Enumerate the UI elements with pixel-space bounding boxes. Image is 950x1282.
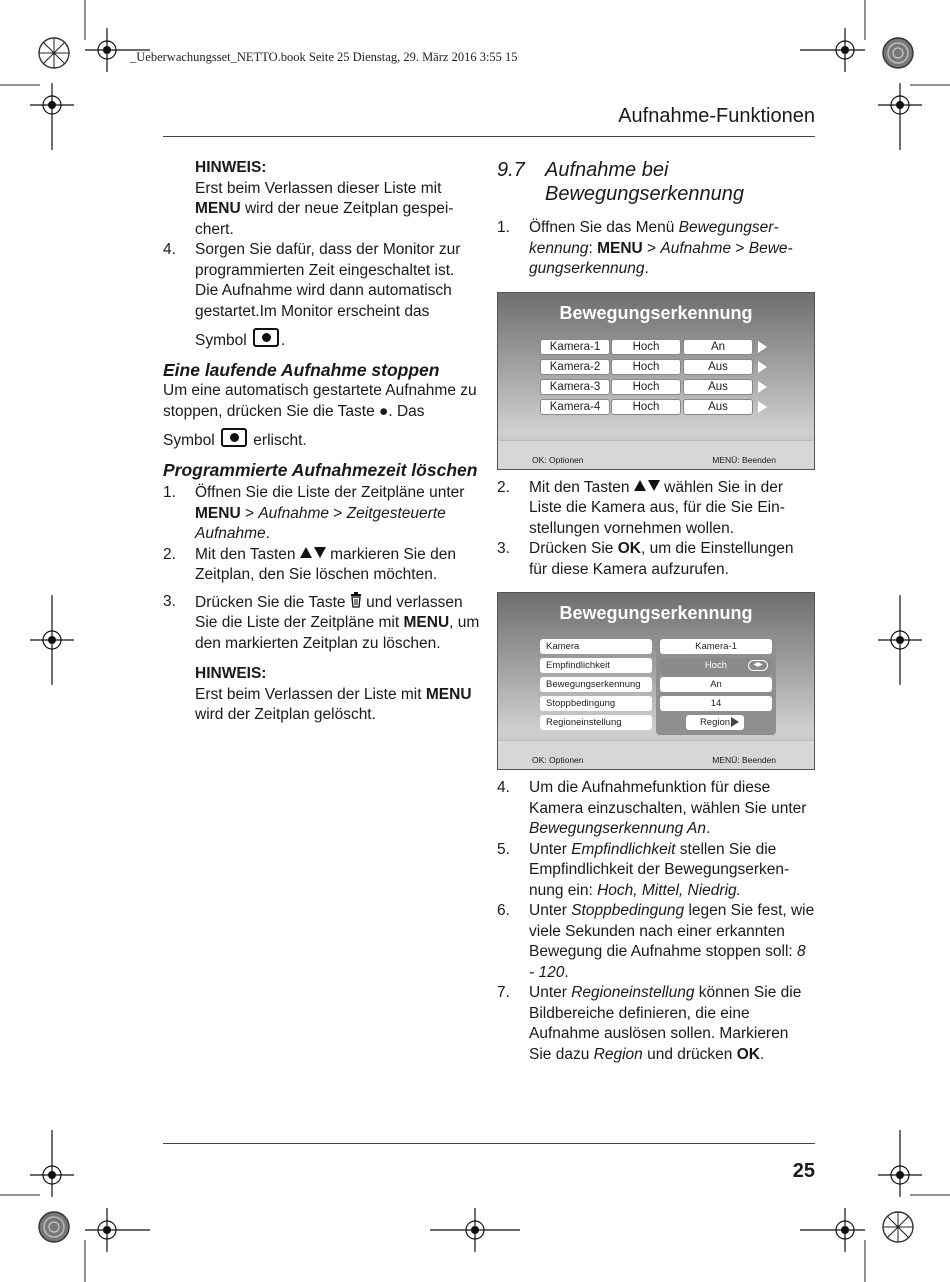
camera-state: Aus xyxy=(683,379,753,395)
up-arrow-icon xyxy=(634,480,646,491)
setting-label: Kamera xyxy=(540,639,652,654)
list-item: 7. Unter Regioneinstellung können Sie die Bildbereiche definieren, die eine Aufnahme auslösen sollen. Markieren Sie dazu Region und drücken OK. xyxy=(497,984,802,1063)
list-item: 1. Öffnen Sie die Liste der Zeitpläne unter MENU > Aufnahme > Zeitgesteuerte Aufnahme. xyxy=(163,484,465,542)
camera-list-screen xyxy=(497,292,815,470)
play-arrow-icon xyxy=(758,381,767,393)
header-rule xyxy=(163,136,815,137)
note-heading: HINWEIS: xyxy=(195,159,267,176)
camera-state: Aus xyxy=(683,359,753,375)
note-heading: HINWEIS: xyxy=(195,665,267,682)
setting-value-motion[interactable]: An xyxy=(660,677,772,692)
play-arrow-icon xyxy=(731,717,739,727)
right-column xyxy=(497,158,815,1065)
list-item: 2. Mit den Tasten wählen Sie in der Liste die Kamera aus, für die Sie Einstellungen vornehmen wollen. xyxy=(497,478,785,537)
page-header-title: Aufnahme-Funktionen xyxy=(618,105,815,127)
section-title: Aufnahme bei Bewegungserkennung xyxy=(545,159,745,205)
heading-delete: Programmierte Aufnahmezeit löschen xyxy=(163,459,478,480)
setting-value-camera[interactable]: Kamera-1 xyxy=(660,639,772,654)
camera-sensitivity: Hoch xyxy=(611,399,681,415)
footer-ok-hint: OK: Optionen xyxy=(532,755,584,765)
up-arrow-icon xyxy=(300,547,312,558)
play-arrow-icon xyxy=(758,341,767,353)
footer-rule xyxy=(163,1143,815,1144)
setting-label: Bewegungserkennung xyxy=(540,677,652,692)
camera-sensitivity: Hoch xyxy=(611,379,681,395)
page-number: 25 xyxy=(792,1160,815,1182)
camera-sensitivity: Hoch xyxy=(611,339,681,355)
camera-name: Kamera-3 xyxy=(540,379,610,395)
camera-state: An xyxy=(683,339,753,355)
screen-footer xyxy=(498,740,814,769)
play-arrow-icon xyxy=(758,361,767,373)
record-symbol-icon xyxy=(253,328,279,347)
note-2 xyxy=(163,664,481,726)
camera-state: Aus xyxy=(683,399,753,415)
list-item: 6. Unter Stoppbedingung legen Sie fest, wie viele Sekunden nach einer erkannten Bewegung die Aufnahme stoppen soll: 8 - 120. xyxy=(497,902,815,981)
setting-label: Regioneinstellung xyxy=(540,715,652,730)
left-right-toggle-icon: ◀▶ xyxy=(748,660,768,671)
camera-sensitivity: Hoch xyxy=(611,359,681,375)
setting-label: Stoppbedingung xyxy=(540,696,652,711)
list-item: 3. Drücken Sie OK, um die Einstellungen für diese Kamera aufzurufen. xyxy=(497,540,794,578)
footer-ok-hint: OK: Optionen xyxy=(532,454,584,465)
list-item: 3. Drücken Sie die Taste und verlassen Sie die Liste der Zeitpläne mit MENU, um den markierten Zeitplan zu löschen. xyxy=(163,592,480,652)
screen-title: Bewegungserkennung xyxy=(559,603,753,623)
record-symbol-icon xyxy=(221,428,247,447)
heading-stop: Eine laufende Aufnahme stoppen xyxy=(163,359,440,380)
region-button[interactable]: Region xyxy=(686,715,744,730)
camera-name: Kamera-2 xyxy=(540,359,610,375)
left-column: HINWEIS: Erst beim Verlassen dieser Liste mit MENU wird der neue Zeitplan gespeichert. 4. Sorgen Sie dafür, dass der Monitor zur programmierten Zeit eingeschaltet ist. Die Aufnahme wird dann automatisch gestartet.Im Monitor erscheint das Symbol . Eine laufende Aufnahme stoppen Um eine automatisch gestartete Aufnahme zu stoppen, drücken Sie die Taste ●. Das Symbol erlischt. Programmierte Aufnahmezeit löschen 1. Öffnen Sie die Liste der Zeitpläne unter MENU > Aufnahme > Zeitgesteuerte Aufnahme. 2. Mit den Tasten markieren Sie den Zeitplan, den Sie löschen möchten. 3. Drücken Sie die Taste und verlassen Sie die Liste der Zeitpläne mit MENU, um den markierten Zeitplan zu löschen. HINWEIS: Erst beim Verlassen der Liste mit MENU wird der Zeitplan gelöscht. xyxy=(163,158,481,726)
section-number: 9.7 xyxy=(497,159,525,181)
camera-name: Kamera-4 xyxy=(540,399,610,415)
note-text: Erst beim Verlassen der Liste mit MENU wird der Zeitplan gelöscht. xyxy=(195,685,472,723)
down-arrow-icon xyxy=(314,547,326,558)
play-arrow-icon xyxy=(758,401,767,413)
section-heading xyxy=(497,158,815,206)
down-arrow-icon xyxy=(648,480,660,491)
setting-label: Empfindlichkeit xyxy=(540,658,652,673)
screen-title: Bewegungserkennung xyxy=(559,302,753,323)
footer-menu-hint: MENÜ: Beenden xyxy=(712,454,776,465)
setting-value-stop[interactable]: 14 xyxy=(660,696,772,711)
setting-value-sensitivity[interactable]: Hoch ◀▶ xyxy=(660,658,772,673)
trash-icon xyxy=(350,592,362,608)
note-text: Erst beim Verlassen dieser Liste mit MENU wird der neue Zeitplan gespeichert. xyxy=(195,179,454,238)
list-item: 5. Unter Empfindlichkeit stellen Sie die Empfindlichkeit der Bewegungserkennung ein: Hoch, Mittel, Niedrig. xyxy=(497,840,790,899)
footer-menu-hint: MENÜ: Beenden xyxy=(712,755,776,765)
list-item: 4. Sorgen Sie dafür, dass der Monitor zur programmierten Zeit eingeschaltet ist. Die Aufnahme wird dann automatisch gestartet.Im Monitor erscheint das Symbol . xyxy=(163,241,461,349)
list-item: 2. Mit den Tasten markieren Sie den Zeitplan, den Sie löschen möchten. xyxy=(163,545,456,583)
screen-footer xyxy=(498,440,814,469)
note-1 xyxy=(163,158,481,240)
camera-settings-screen xyxy=(497,592,815,770)
stop-text: Um eine automatisch gestartete Aufnahme zu stoppen, drücken Sie die Taste ●. Das xyxy=(163,382,477,420)
camera-name: Kamera-1 xyxy=(540,339,610,355)
list-item: 1. Öffnen Sie das Menü Bewegungserkennung: MENU > Aufnahme > Bewegungserkennung. xyxy=(497,219,793,277)
list-item: 4. Um die Aufnahmefunktion für diese Kamera einzuschalten, wählen Sie unter Bewegungserkennung An. xyxy=(497,779,807,837)
print-meta-line: _Ueberwachungsset_NETTO.book Seite 25 Dienstag, 29. März 2016 3:55 15 xyxy=(130,50,518,64)
